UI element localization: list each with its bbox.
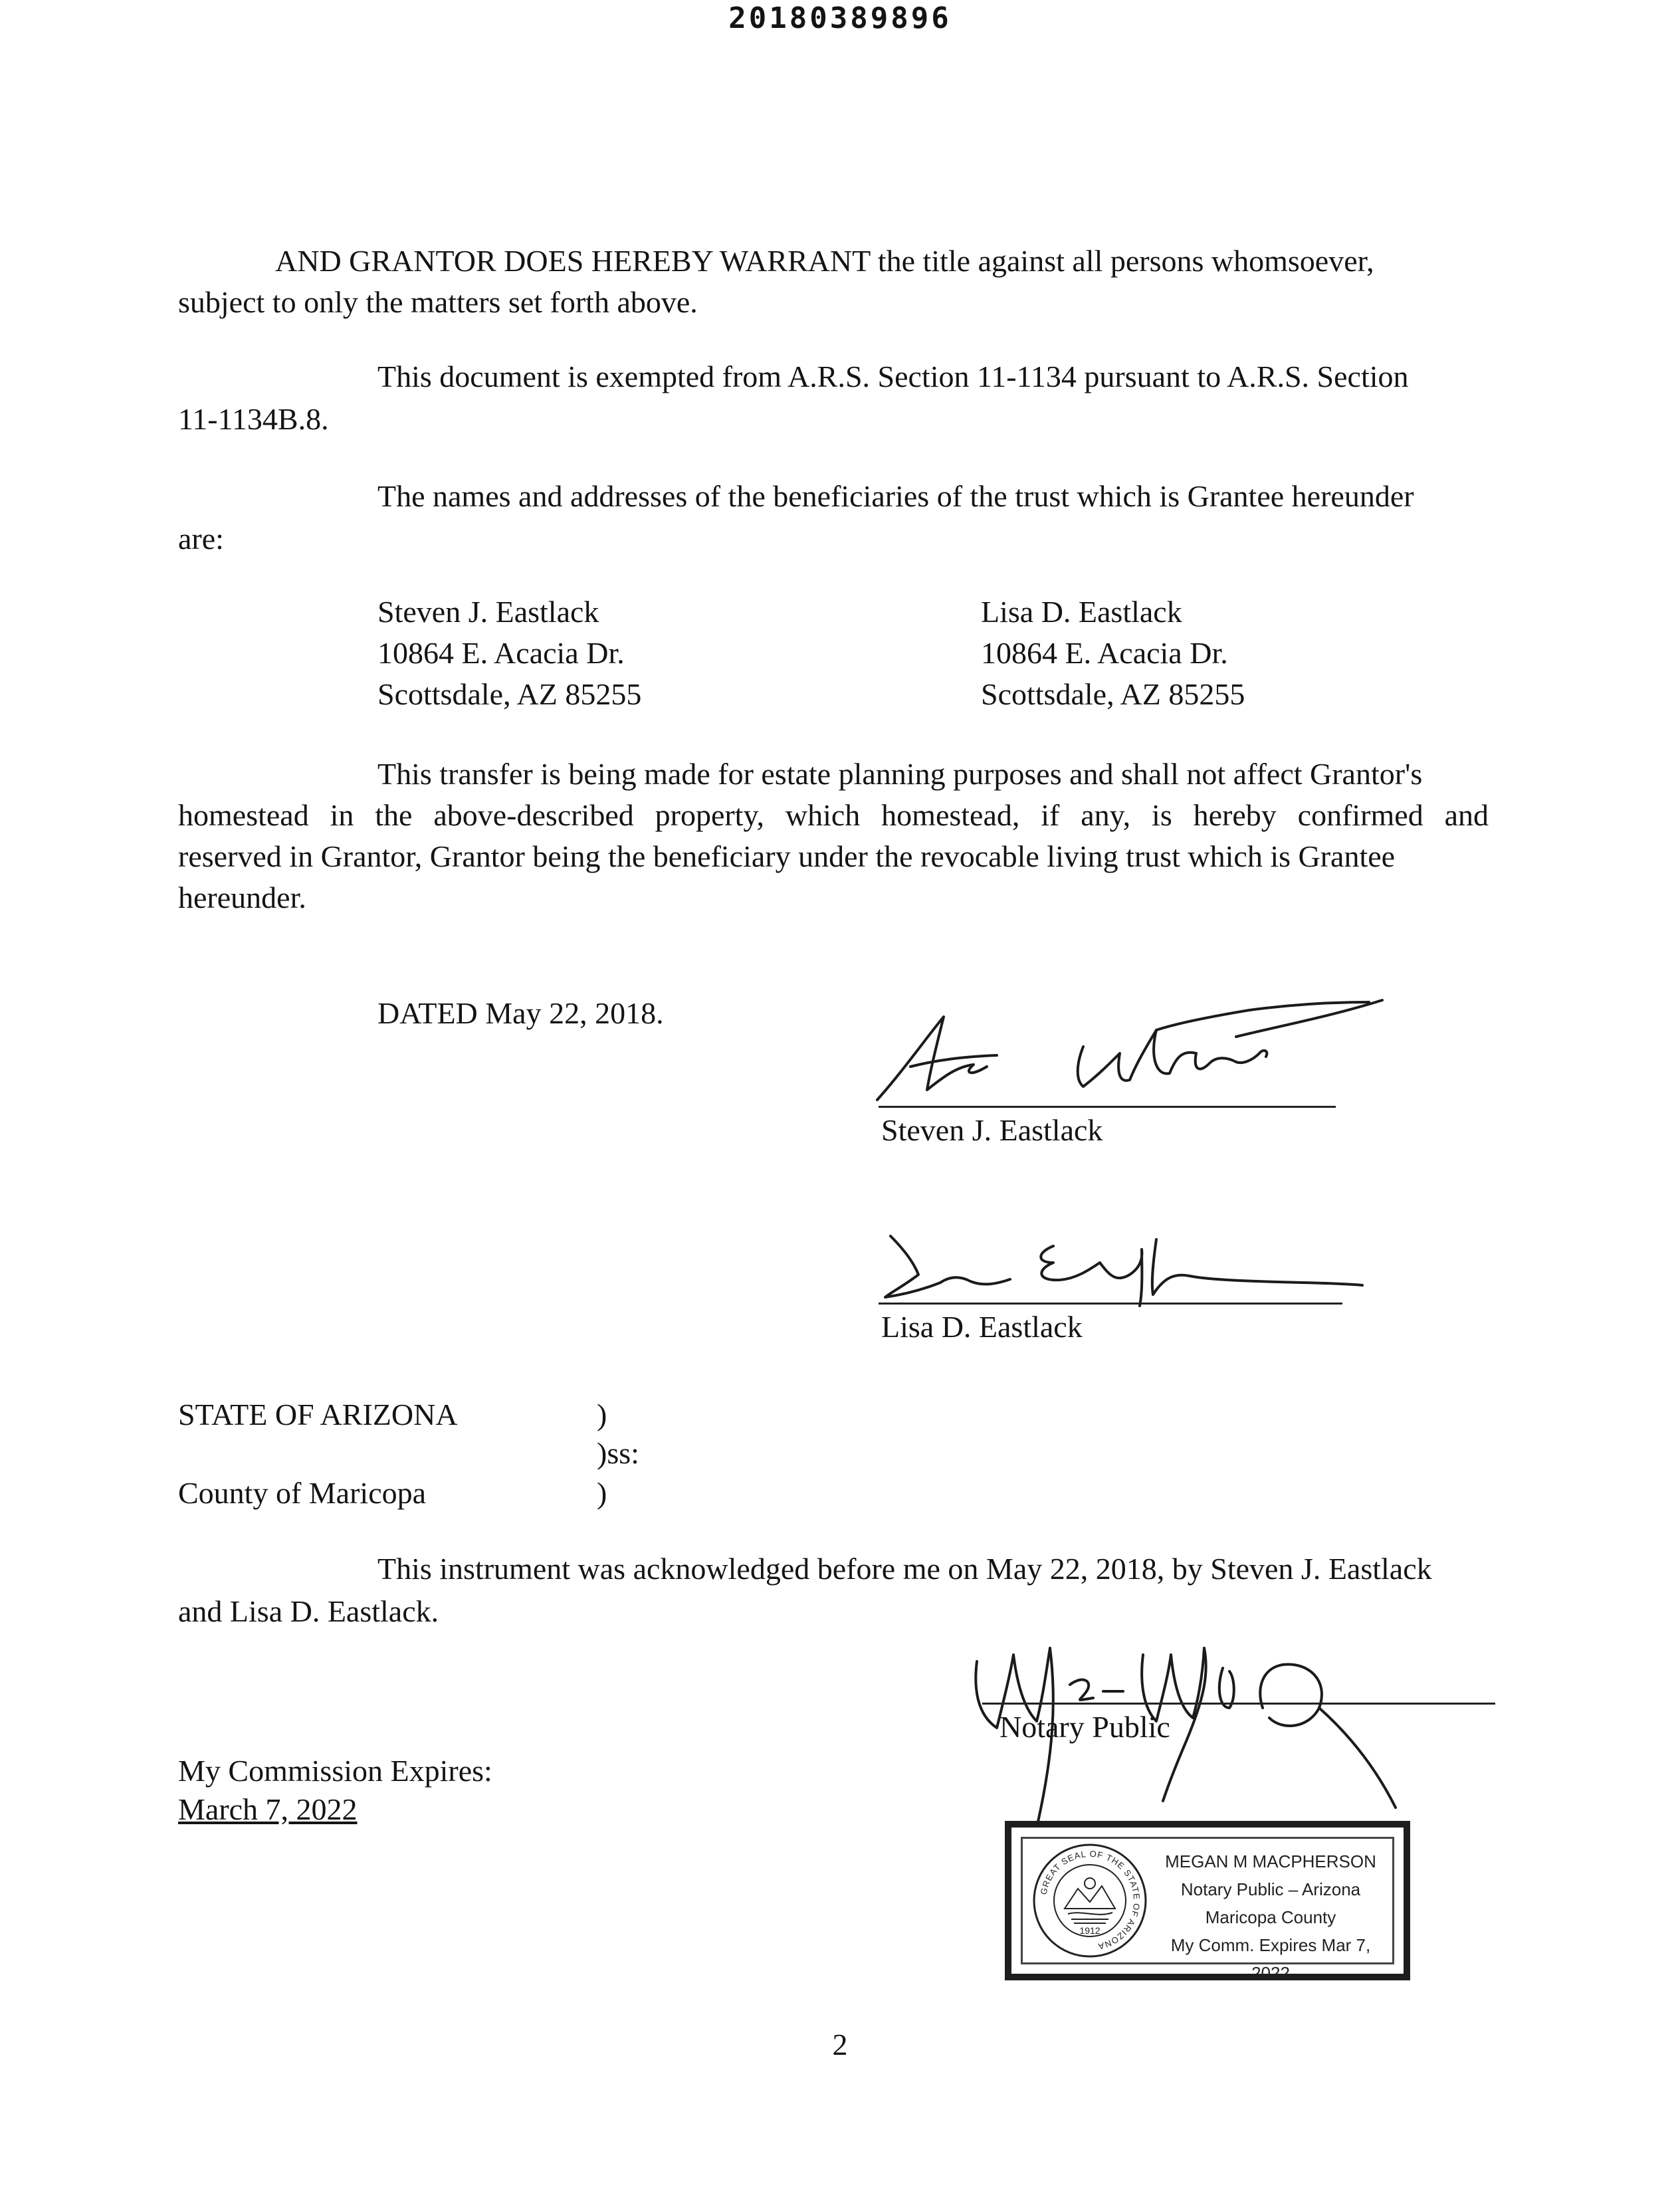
seal-county: Maricopa County <box>1205 1907 1336 1927</box>
beneficiaries-line-1: The names and addresses of the beneficiaries of the trust which is Grantee hereunder <box>377 479 1414 513</box>
signature-steven-image <box>864 990 1396 1116</box>
acknowledgment-line-1: This instrument was acknowledged before me on May 22, 2018, by Steven J. Eastlack <box>377 1552 1432 1586</box>
warrant-line-1: AND GRANTOR DOES HEREBY WARRANT the title against all persons whomsoever, <box>275 244 1374 278</box>
venue-paren-2: ) <box>597 1476 607 1510</box>
seal-ring-text: GREAT SEAL OF THE STATE OF ARIZONA <box>1038 1848 1142 1952</box>
notary-seal-stamp <box>1005 1821 1410 1983</box>
notary-signature-line <box>982 1703 1495 1705</box>
exempt-line-1: This document is exempted from A.R.S. Section 11-1134 pursuant to A.R.S. Section <box>377 360 1409 393</box>
transfer-line-4: hereunder. <box>178 881 306 914</box>
seal-year: 1912 <box>1079 1925 1101 1936</box>
page-number: 2 <box>832 2028 848 2061</box>
acknowledgment-line-2: and Lisa D. Eastlack. <box>178 1594 439 1628</box>
seal-notary-name: MEGAN M MACPHERSON <box>1165 1851 1376 1871</box>
beneficiary-2-block <box>981 591 1245 715</box>
beneficiary-1-block <box>377 591 641 715</box>
beneficiary-2-city: Scottsdale, AZ 85255 <box>981 677 1245 711</box>
venue-paren-1: ) <box>597 1398 607 1431</box>
transfer-line-2: homestead in the above-described property, which homestead, if any, is hereby confirmed and <box>178 798 1489 832</box>
signature-line-1 <box>879 1106 1336 1108</box>
warrant-line-2: subject to only the matters set forth above. <box>178 285 698 319</box>
beneficiary-1-name: Steven J. Eastlack <box>377 595 599 629</box>
notary-label: Notary Public <box>999 1710 1170 1744</box>
exempt-line-2: 11-1134B.8. <box>178 402 329 436</box>
beneficiary-1-city: Scottsdale, AZ 85255 <box>377 677 642 711</box>
state-seal-icon <box>1031 1842 1148 1959</box>
beneficiaries-line-2: are: <box>178 522 224 556</box>
venue-county: County of Maricopa <box>178 1476 427 1510</box>
commission-date: March 7, 2022 <box>178 1792 358 1826</box>
signature-lisa-image <box>877 1223 1369 1316</box>
seal-expiration: My Comm. Expires Mar 7, 2022 <box>1170 1935 1371 1983</box>
venue-ss: )ss: <box>597 1436 639 1470</box>
beneficiary-1-street: 10864 E. Acacia Dr. <box>377 636 625 670</box>
signature-line-2 <box>879 1303 1342 1305</box>
commission-label: My Commission Expires: <box>178 1754 492 1788</box>
seal-text-block <box>1151 1847 1390 1987</box>
beneficiary-2-street: 10864 E. Acacia Dr. <box>981 636 1228 670</box>
dated-line: DATED May 22, 2018. <box>377 996 664 1030</box>
venue-state: STATE OF ARIZONA <box>178 1398 458 1431</box>
seal-notary-title: Notary Public – Arizona <box>1180 1879 1361 1899</box>
transfer-line-1: This transfer is being made for estate planning purposes and shall not affect Grantor's <box>377 757 1423 791</box>
beneficiary-2-name: Lisa D. Eastlack <box>981 595 1182 629</box>
signer-1-name: Steven J. Eastlack <box>881 1113 1103 1147</box>
transfer-line-3: reserved in Grantor, Grantor being the beneficiary under the revocable living trust which is Grantee <box>178 839 1396 873</box>
document-number: 20180389896 <box>728 1 952 35</box>
signer-2-name: Lisa D. Eastlack <box>881 1310 1083 1344</box>
